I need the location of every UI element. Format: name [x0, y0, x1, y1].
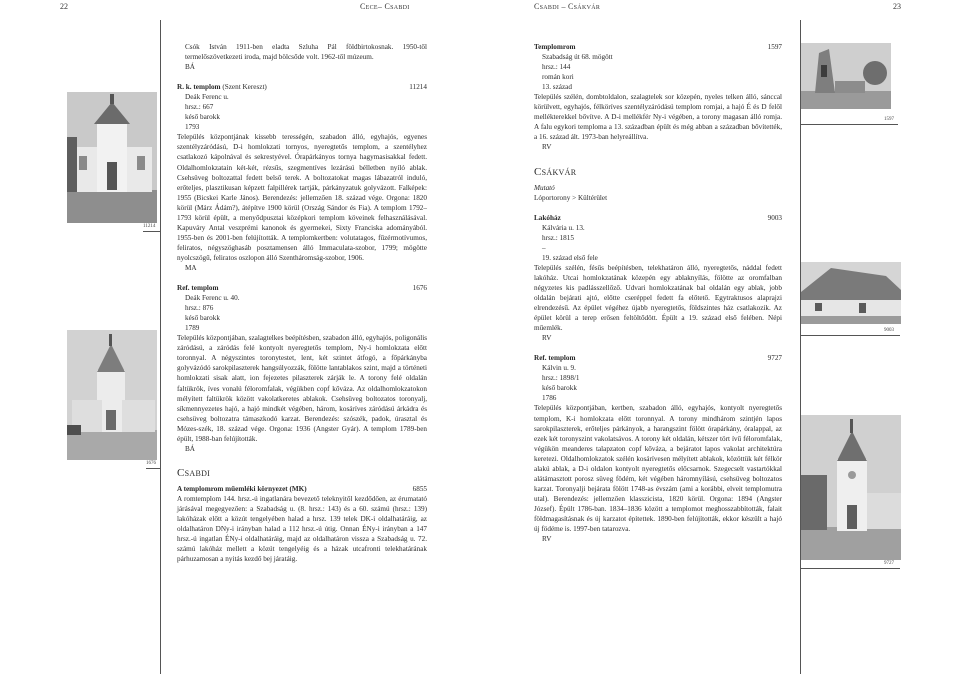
index-entry: Lóportorony > Kültérület [534, 193, 608, 202]
right-column [534, 42, 782, 544]
house-description: Település szélén, fésűs beépítésben, telekhatáron álló, nyeregtetős, náddal fedett lakóház. Utcai homlokzatának közepén egy ablaknyílás, fölötte az oromfalban négyzetes kis padlásszellőző. Udvari homlokzatának bal oldalán egy ablak, jobb oldalán bejárati ajtó, előtte cseréppel fedett fa előtető. Egytraktusos alaprajzi elrendezésű. Az épület végéhez újabb nyeregtetős, földszintes ház csatlakozik. Az épület körül a terep erősen feltöltődött. Épült a 19. század első felében. Népi műemlék. [534, 263, 782, 333]
ref2-signature: RV [542, 535, 552, 544]
ruin-century: 13. század [542, 83, 572, 92]
ruin-style: román kori [542, 73, 574, 82]
ref-address: Deák Ferenc u. 40. [185, 294, 240, 303]
ref2-style: késő barokk [542, 384, 577, 393]
ruin-hrsz: hrsz.: 144 [542, 63, 571, 72]
rk-church-photo [67, 92, 157, 223]
church-ruin-photo [801, 43, 891, 109]
mk-entry-heading [177, 484, 427, 494]
ruin-signature: RV [542, 143, 552, 152]
ruin-entry-heading [534, 42, 782, 52]
ref-hrsz: hrsz.: 876 [185, 304, 214, 313]
caption-rule [143, 231, 160, 232]
ref-church-photo-left [67, 330, 157, 460]
mk-number: 6855 [412, 484, 427, 493]
photo-caption-11214: 11214 [143, 224, 156, 229]
mk-description: A romtemplom 144. hrsz.-ú ingatlanára bevezető teleknyitől kezdődően, az érumatató járásával megegyezően: a Szabadság u. (8. hrsz.: 143) és a 60. számú (hrsz.: 139) lakóházak előtt a közút tengelyében halad a hrsz. 139 telek DK-i oldalhatáráig, az oldalhatáron DNy-i irányban halad a 112 hrsz.-ú útig. Onnan ÉNy-i irányban a 147 hrsz.-ú ingatlan ÉNy-i oldalhatáráig, majd az oldalhatáron vissza a Szabadság u. 72. számú lakóház mellett a közút tengelyéig és a házak utcafronti telekhatárának párhuzamosan a nyitás kezdő bej járatáig. [177, 494, 427, 564]
section-heading-csakvar: Csákvár [534, 165, 577, 178]
ref2-title: Ref. templom [534, 354, 576, 363]
ruin-description: Település szélén, dombtoldalon, szalagtelek sor közepén, nyeles telken álló, sánccal körülvett, egyhajós, félköríves szentélyzáródású templom romjai, a hajó É és D felől mellékterekkel bővítve. A D-i mellékfér Ny-i végében, a torony magasan álló romja. A falu egykori temploma a 13. században épült és még abban a században bővítették, a 16. század ált. 1973-ban helyreállítva. [534, 93, 782, 142]
rk-hrsz: hrsz.: 667 [185, 103, 214, 112]
house-signature: RV [542, 334, 552, 343]
intro-paragraph: Csók István 1911-ben eladta Szluha Pál földbirtokosnak. 1950-től termelőszövetkezeti iroda, majd bölcsőde volt. 1962-től múzeum. [185, 43, 427, 62]
ref2-description: Település központjában, kertben, szabadon álló, egyhajós, kontyolt nyeregtetős templom, K-i homlokzata előtt toronnyal. A torony mindhárom szintjén lapos sarokpilaszterek, erőteljes párkányok, a harangszint fölött órapárkány, óralappal, az ezek két toronyszint vakolatsávos. A torony két oldalán, kétszer tört ívű féloromfalak, végükön meanderes talapzaton copf kőváza, a bejáratot lapos vakolat architektúra keretezi. Oldalhomlokzatok szélén kosárívesen mélyített ablakok, közöttük két félkör alakú ablak, a D-i oldalon kontyolt nyeregtetős előcsarnok. Szegecselt vastartókkal alátámasztott porosz süveg födém, két végében háromnyílású, csehsüveg boltozatos karzat. Toronyalji bejárata fölött 1748-as évszám (ami a korábbi, elveit templomutra utal). Berendezés: jellemzően klasszicista, 1820 körül. Orgona: 1894 (Angster József). Épült 1786-ban. 1834–1836 között a templomot meghosszabbították, falait földmagasításnak és új karzatot építettek. 1890-ben felújították, ekkor készült a hajó új födéme is. 1997-ben tatarozva. [534, 404, 782, 534]
right-margin-rule [800, 20, 801, 674]
rk-dedication: (Szent Kereszt) [220, 83, 267, 92]
rk-style: késő barokk [185, 113, 220, 122]
ref-description: Település központjában, szalagtelkes beépítésben, szabadon álló, egyhajós, poligonális záródású, a záródás felé kontyolt nyeregtetős templom, Ny-i homlokzata előtt toronnyal. A négyszintes toronytestet, lent, két szintet átfogó, a főpárkányba golyvázódó sarokpilaszterek hangsúlyozzák, fölötte lantablakos szint, majd a történeti homlokzati sisak alatt, ion fejezetes pilaszterek zárják le. A torony felé oldalán faltükrök, íves vonalú féloromfalak, végükben copf kőváza. Az oldalhomlokzatokon mélyített faltükrök között vakolatkeretes ablakok. Csehsüveg boltozatos toronyalj, síkmennyezetes hajó, a hajó mindkét végében, három, kosáríves záródású árkádra és csehsüveg boltozatra támaszkodó karzat. Berendezés: szószék, padok, úrasztal és Mózes-szék, 18. század vége. Orgona: 1936 (Angster Gyár). A templom 1789-ben épült, 1988-ban felújították. [177, 334, 427, 443]
ref-style: késő barokk [185, 314, 220, 323]
caption-rule [800, 335, 900, 336]
photo-caption-1597: 1597 [884, 117, 894, 122]
page-number-right: 23 [893, 2, 901, 11]
running-title-left: Cece– Csabdi [360, 2, 410, 11]
house-address: Kálvária u. 13. [542, 223, 585, 232]
rk-entry-heading [177, 82, 427, 92]
caption-rule [800, 568, 900, 569]
caption-rule [146, 468, 160, 469]
caption-rule [800, 124, 898, 125]
ruin-title: Templomrom [534, 43, 576, 51]
house-entry-heading [534, 213, 782, 223]
house-photo [801, 262, 901, 324]
ref2-year: 1786 [542, 394, 557, 403]
house-number: 9003 [767, 213, 782, 222]
running-title-right: Csabdi – Csákvár [534, 2, 601, 11]
ref-signature: BÁ [185, 444, 195, 453]
photo-caption-9727: 9727 [884, 561, 894, 566]
ref2-address: Kálvin u. 9. [542, 364, 576, 373]
ref-year: 1789 [185, 324, 200, 333]
section-heading-csabdi: Csabdi [177, 466, 211, 479]
page-number-left: 22 [60, 2, 68, 11]
ref-title: Ref. templom [177, 284, 219, 293]
ref-church-photo-right [801, 415, 901, 560]
mk-title: A templomrom műemléki környezet (MK) [177, 484, 307, 493]
ref-number: 1676 [412, 284, 427, 293]
rk-year: 1793 [185, 123, 200, 132]
ref-entry-heading [177, 283, 427, 293]
house-century: 19. század első fele [542, 253, 598, 262]
rk-title: R. k. templom [177, 83, 221, 92]
index-label: Mutató [534, 183, 555, 192]
ref2-entry-heading [534, 353, 782, 363]
house-title: Lakóház [534, 213, 561, 222]
ref2-number: 9727 [767, 354, 782, 363]
rk-description: Település központjának kissebb terességén, szabadon álló, egyhajós, egyenes szentélyzáródású, D-i homlokzati tornyos, nyeregtetős templom, a szentélyhez csatlakozó kápolnával és sekrestyével. Órapárkányos tornya hagymasisakkal fedett. Oldalhomlokzatain két-két, rézsűs, szegmentíves lezárású bélletben nyíló ablak. Csehsüveg boltozattal fedett belső terek. A boltozatokat magas lábazatról induló, erőteljes, plasztikusan képzett falpillérek tartják, párkányzatuk golyvázott. Falképek: 1955 (Bicskei Karle János). Berendezés: jellemzően 18. század vége. Orgona: 1820 körül (Márz Ádám?), átépítve 1900 körül (Ország Sándor és Fia). A templom 1792–1793 körül épült, a menyődpusztai középkori templom köveinek felhasználásával. Kapuváry Antal veszprémi kanonok és gyermekei, Sixty Franciska adományából. 1955-ben és 2001-ben felújították. A templomkertben: volutatagos, fűzérmotívumos, feliratos, négyszöghasáb posztamensen álló Immaculata-szobor, 1799; mögötte nyolcszögű, feliratos oszlopon álló Szentháromság-szobor, 1906. [177, 133, 427, 262]
left-margin-rule [160, 20, 161, 674]
left-column [177, 42, 427, 564]
house-hrsz: hrsz.: 1815 [542, 233, 574, 242]
intro-signature: BÁ [185, 63, 195, 72]
photo-caption-1676: 1676 [146, 461, 156, 466]
ruin-number: 1597 [767, 43, 782, 51]
rk-number: 11214 [409, 83, 427, 92]
rk-address: Deák Ferenc u. [185, 93, 229, 102]
ruin-address: Szabadság út 68. mögött [542, 53, 613, 62]
rk-signature: MA [185, 263, 197, 272]
ref2-hrsz: hrsz.: 1898/1 [542, 374, 580, 383]
photo-caption-9003: 9003 [884, 328, 894, 333]
house-style: – [542, 243, 546, 252]
